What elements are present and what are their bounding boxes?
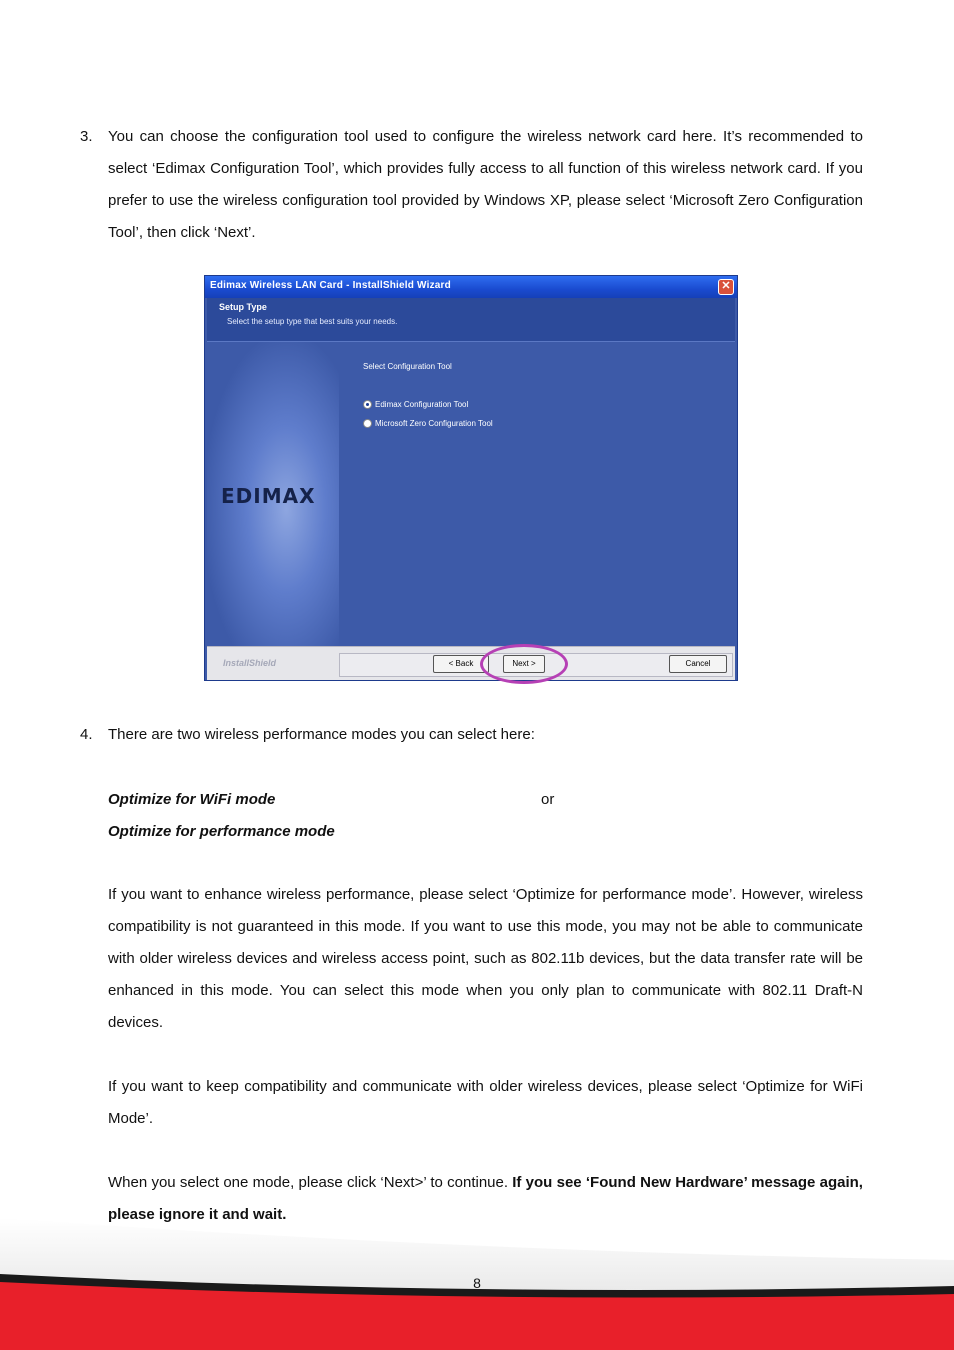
- dialog-footer: [207, 646, 735, 680]
- close-icon[interactable]: ✕: [718, 279, 734, 295]
- or-text: or: [541, 791, 555, 808]
- compatibility-paragraph: If you want to keep compatibility and communicate with older wireless devices, please select ‘Optimize for WiFi Mode’.: [108, 1078, 863, 1127]
- back-button[interactable]: < Back: [433, 655, 489, 673]
- option-microsoft-zero-tool[interactable]: [363, 419, 493, 428]
- step-3-text: You can choose the configuration tool used to configure the wireless network card here. It’s recommended to select ‘Edimax Configuration Tool’, which provides fully access to all function of this wireless network card. If you prefer to use the wireless configuration tool provided by Windows XP, please select ‘Microsoft Zero Configuration Tool’, then click ‘Next’.: [108, 128, 863, 241]
- installshield-brand: InstallShield: [223, 658, 277, 668]
- dialog-content: [339, 342, 735, 646]
- option-label: Microsoft Zero Configuration Tool: [375, 419, 493, 428]
- dialog-titlebar: [205, 276, 737, 298]
- found-hardware-note: If you see ‘Found New Hardware’ message again, please ignore it and wait.: [108, 1174, 863, 1223]
- continue-text: When you select one mode, please click ‘Next>’ to continue.: [108, 1174, 513, 1191]
- step-3-number: 3.: [80, 128, 93, 145]
- option-edimax-tool[interactable]: [363, 400, 468, 409]
- radio-selected-icon[interactable]: [363, 400, 372, 409]
- edimax-logo: EDIMAX: [221, 484, 316, 508]
- dialog-title: Edimax Wireless LAN Card - InstallShield Wizard: [210, 280, 451, 291]
- mode-performance: Optimize for performance mode: [108, 823, 335, 840]
- option-label: Edimax Configuration Tool: [375, 400, 469, 409]
- performance-paragraph: If you want to enhance wireless performance, please select ‘Optimize for performance mode’. However, wireless compatibility is not guaranteed in this mode. If you want to use this mode, you may not be able to communicate with older wireless devices and wireless access point, such as 802.11b devices, but the data transfer rate will be enhanced in this mode. You can select this mode when you only plan to communicate with 802.11 Draft-N devices.: [108, 886, 863, 1031]
- radio-unselected-icon[interactable]: [363, 419, 372, 428]
- step-4-number: 4.: [80, 726, 93, 743]
- step-4-intro: There are two wireless performance modes you can select here:: [108, 726, 535, 743]
- cancel-button[interactable]: Cancel: [669, 655, 727, 673]
- mode-wifi: Optimize for WiFi mode: [108, 791, 276, 808]
- side-banner: [207, 342, 339, 646]
- dialog-header: [207, 298, 735, 342]
- next-highlight-ring: [480, 644, 568, 684]
- next-button[interactable]: Next >: [503, 655, 545, 673]
- page-number: 8: [473, 1275, 481, 1291]
- section-label: Select Configuration Tool: [363, 362, 452, 371]
- header-title: Setup Type: [219, 302, 267, 312]
- footer-swoosh: [0, 1190, 954, 1350]
- installshield-dialog: [204, 275, 738, 681]
- header-subtitle: Select the setup type that best suits your needs.: [227, 317, 398, 326]
